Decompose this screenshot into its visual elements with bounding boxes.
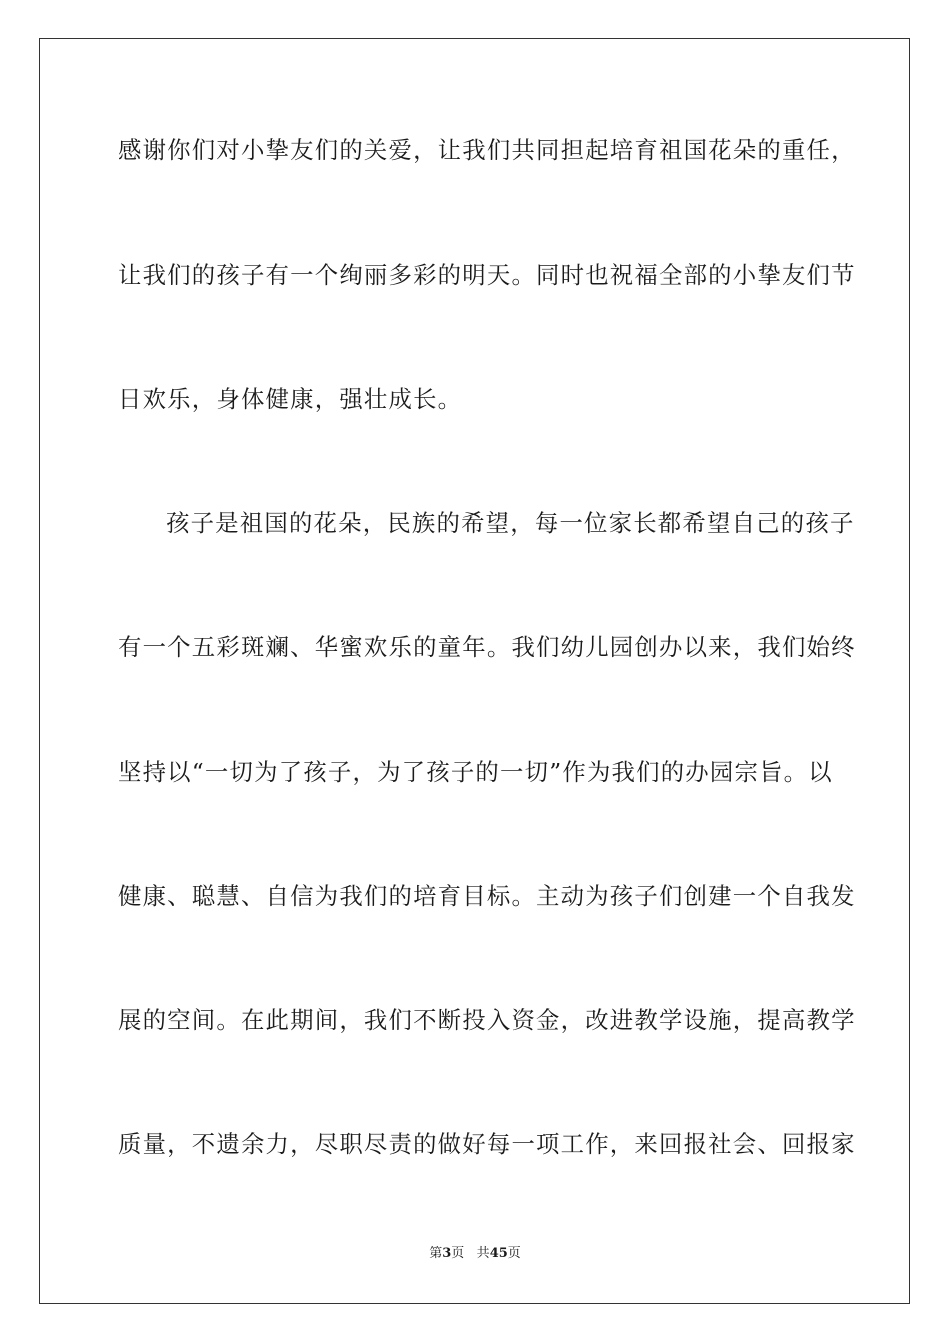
total-suffix: 页 — [507, 1246, 521, 1261]
text-line-9: 质量，不遗余力，尽职尽责的做好每一项工作，来回报社会、回报家 — [118, 1130, 856, 1158]
text-line-6: 坚持以“一切为了孩子，为了孩子的一切”作为我们的办园宗旨。以 — [118, 758, 833, 786]
page-prefix: 第 — [429, 1246, 443, 1261]
text-line-3: 日欢乐，身体健康，强壮成长。 — [118, 385, 463, 413]
text-line-4: 孩子是祖国的花朵，民族的希望，每一位家长都希望自己的孩子 — [166, 509, 855, 537]
page-suffix: 页 — [451, 1246, 465, 1261]
text-line-1: 感谢你们对小挚友们的关爱，让我们共同担起培育祖国花朵的重任， — [118, 136, 856, 164]
page-number: 3 — [442, 1246, 452, 1261]
text-line-8: 展的空间。在此期间，我们不断投入资金，改进教学设施，提高教学 — [118, 1006, 856, 1034]
text-line-2: 让我们的孩子有一个绚丽多彩的明天。同时也祝福全部的小挚友们节 — [118, 261, 856, 289]
page-border — [39, 38, 910, 1304]
text-line-5: 有一个五彩斑斓、华蜜欢乐的童年。我们幼儿园创办以来，我们始终 — [118, 633, 856, 661]
total-prefix: 共 — [476, 1246, 490, 1261]
total-pages: 45 — [489, 1246, 508, 1261]
page-footer — [0, 1245, 950, 1263]
text-line-7: 健康、聪慧、自信为我们的培育目标。主动为孩子们创建一个自我发 — [118, 882, 856, 910]
